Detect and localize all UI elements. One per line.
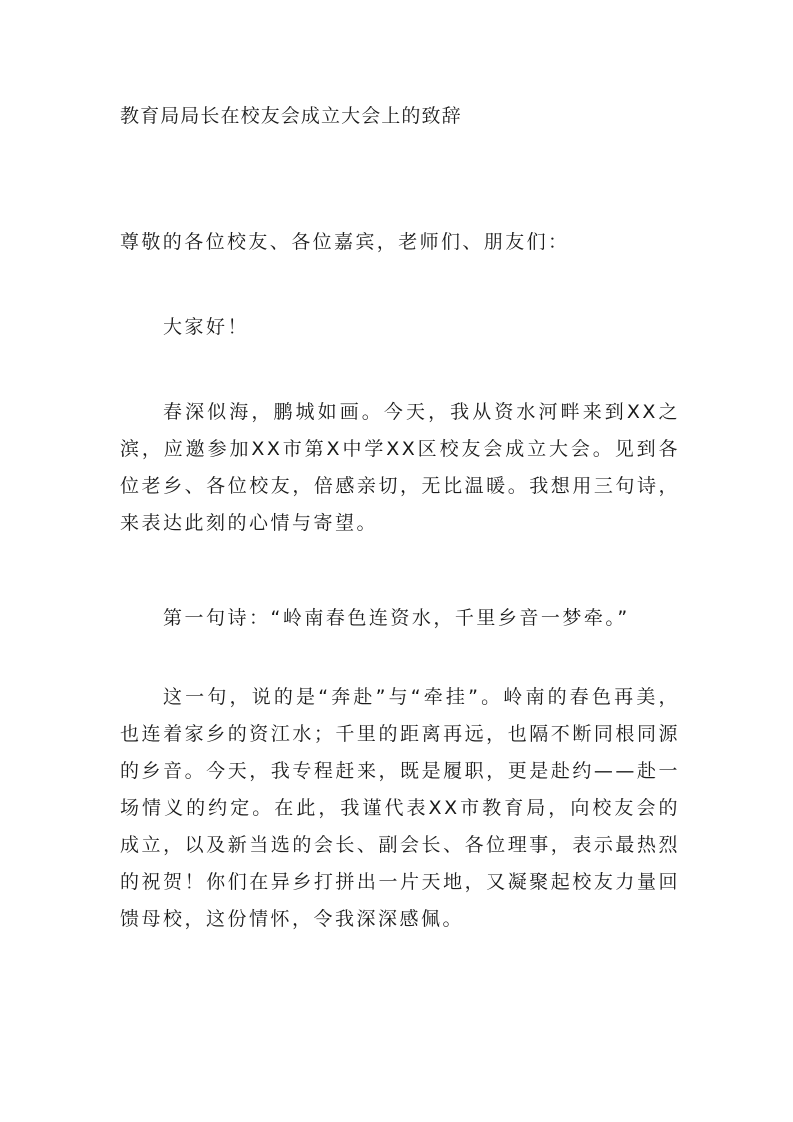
paragraph-greeting: 大家好！: [163, 316, 250, 338]
paragraph-poem-explanation: 这一句，说的是“奔赴”与“牵挂”。岭南的春色再美，也连着家乡的资江水；千里的距离再远，也隔不断同根同源的乡音。今天，我专程赶来，既是履职，更是赴约——赴一场情义的约定。在此，我谨代表XX市教育局，向校友会的成立，以及新当选的会长、副会长、各位理事，表示最热烈的祝贺！你们在异乡打拼出一片天地，又凝聚起校友力量回馈母校，这份情怀，令我深深感佩。: [120, 686, 680, 930]
paragraph-first-poem: 第一句诗：“岭南春色连资水，千里乡音一梦牵。”: [163, 607, 630, 629]
salutation: 尊敬的各位校友、各位嘉宾，老师们、朋友们：: [120, 231, 570, 253]
document-title: 教育局局长在校友会成立大会上的致辞: [120, 105, 462, 127]
paragraph-intro: 春深似海，鹏城如画。今天，我从资水河畔来到XX之滨，应邀参加XX市第X中学XX区校友会成立大会。见到各位老乡、各位校友，倍感亲切，无比温暖。我想用三句诗，来表达此刻的心情与寄望。: [120, 401, 680, 534]
